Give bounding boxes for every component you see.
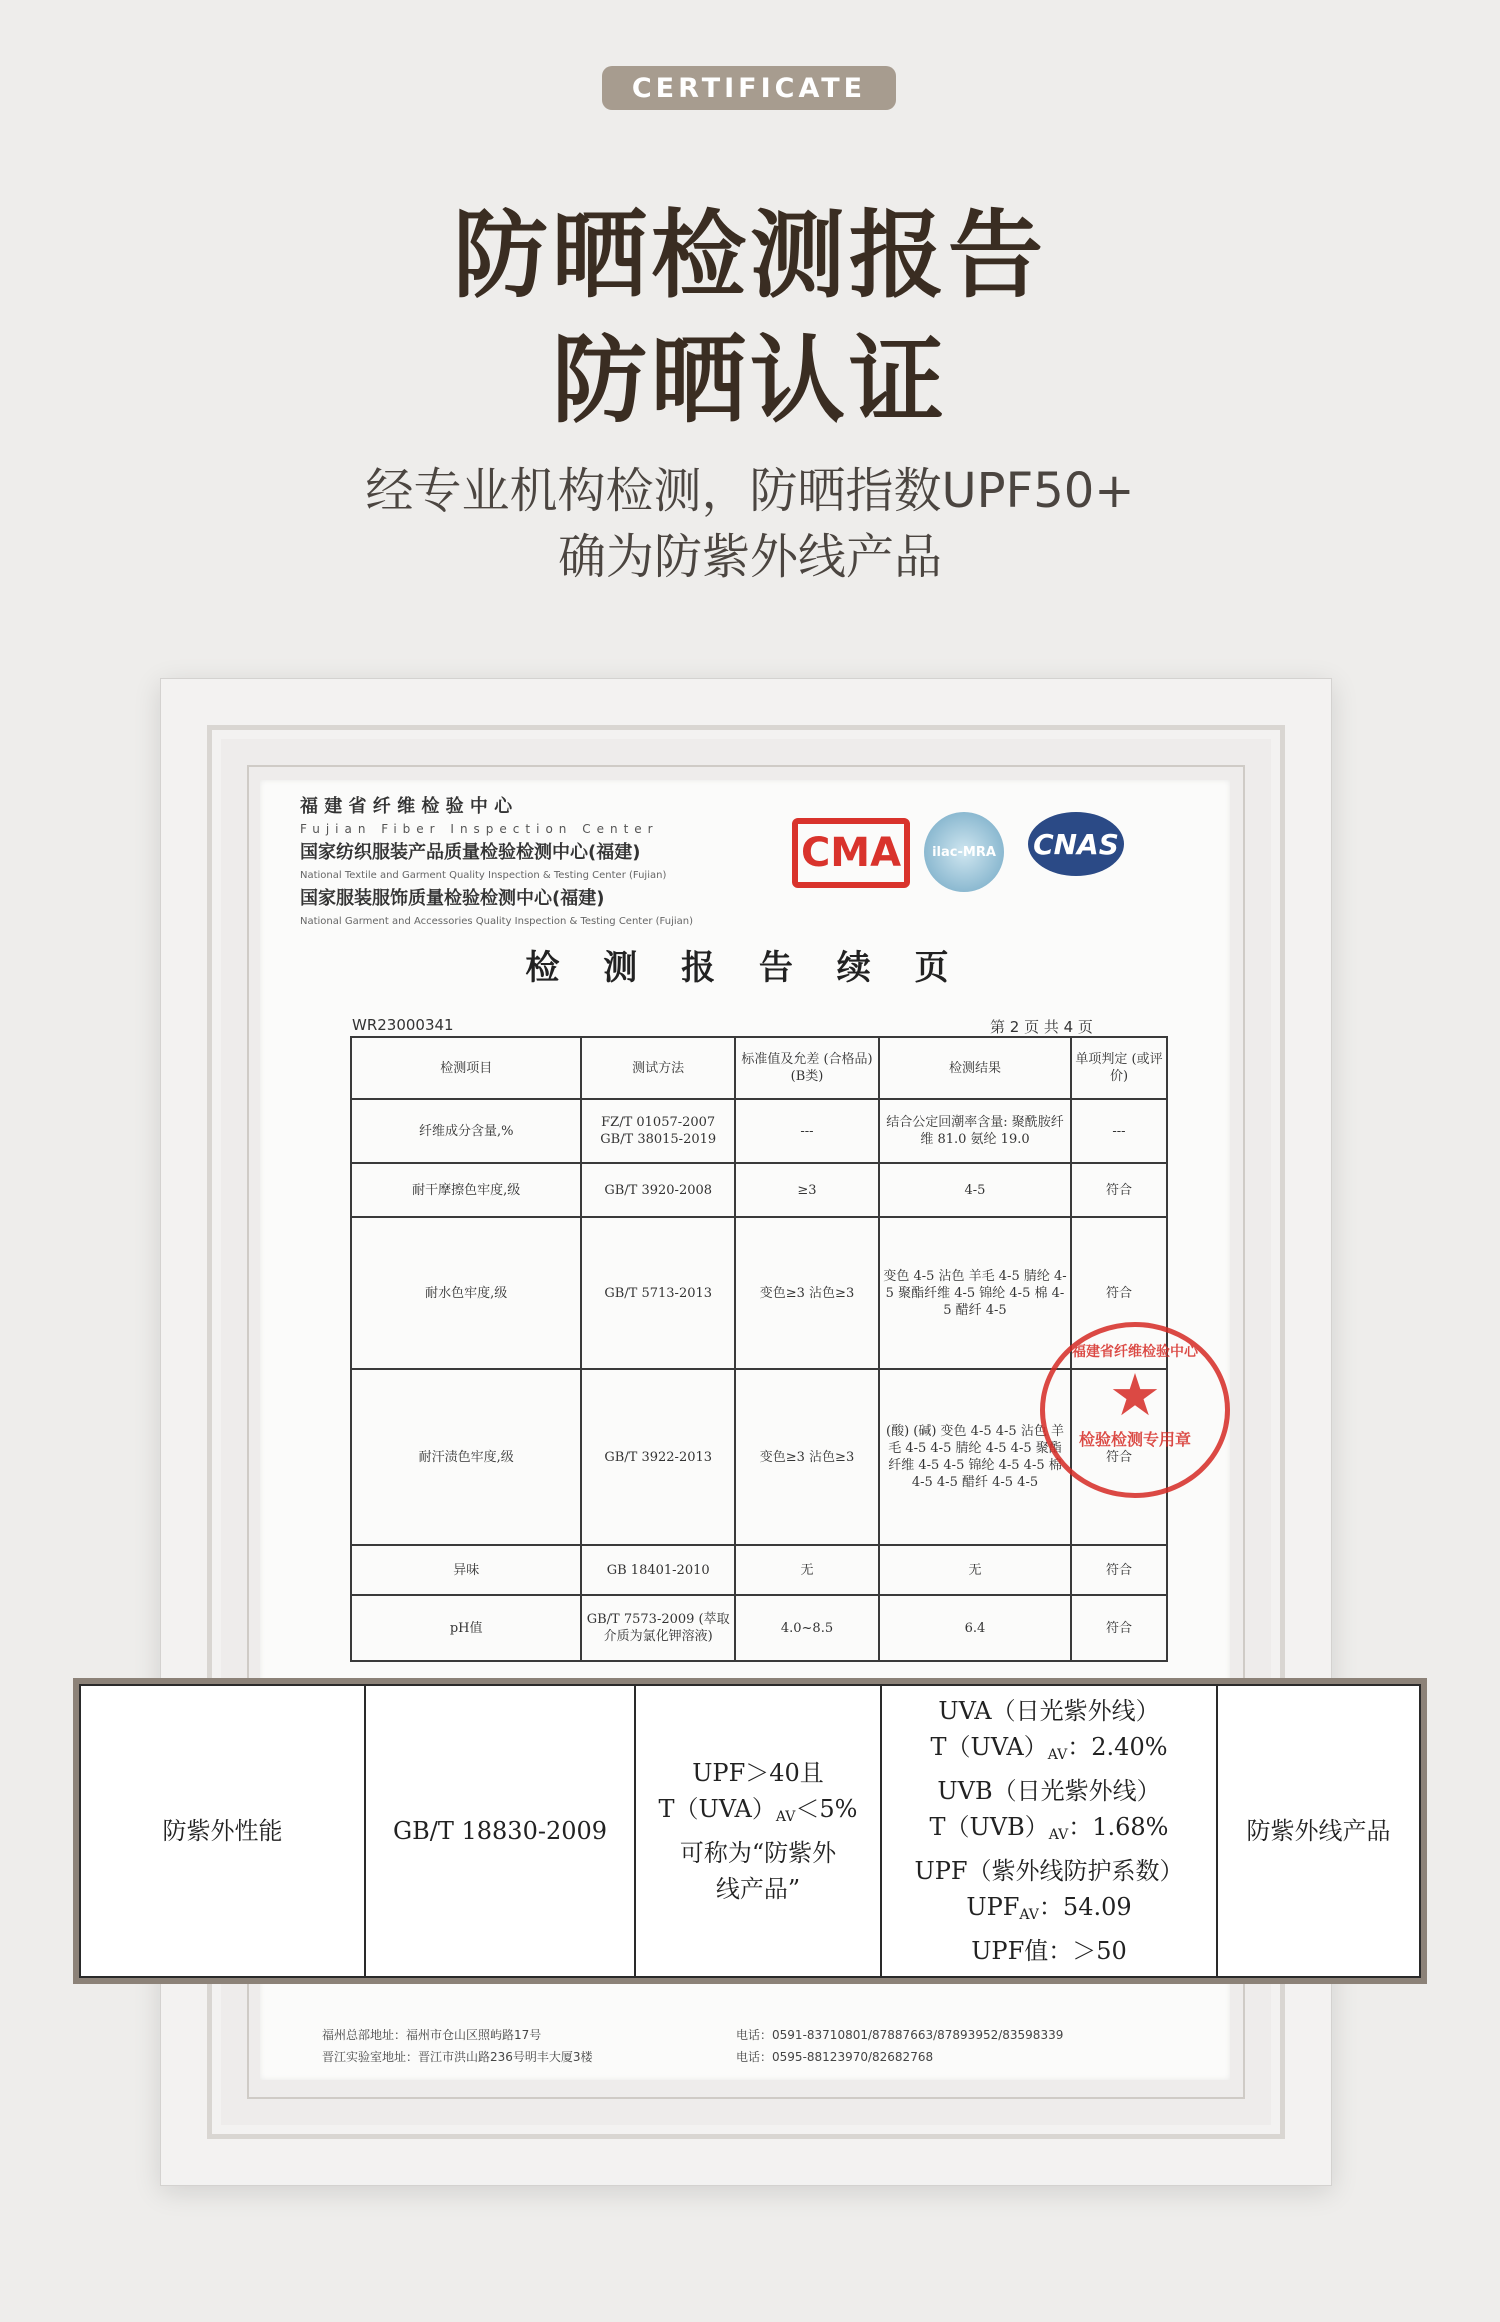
issuer-name-cn: 福 建 省 纤 维 检 验 中 心 [300,796,513,817]
row-result: 4-5 [879,1163,1071,1217]
row-standard: 无 [735,1545,879,1595]
row-judgement: 符合 [1071,1369,1167,1545]
row-judgement: 符合 [1071,1545,1167,1595]
row-method: GB 18401-2010 [581,1545,735,1595]
row-item: 异味 [351,1545,581,1595]
uv-result-highlight [73,1678,1427,1984]
table-row [351,1595,1167,1661]
uv-item: 防紫外性能 [80,1685,365,1977]
header-item: 检测项目 [351,1037,581,1099]
footer-line [322,2024,1202,2046]
header-standard: 标准值及允差 (合格品)(B类) [735,1037,879,1099]
uv-standard-t: T（UVA） [658,1795,776,1823]
uv-result-value: ：1.68% [1068,1813,1169,1841]
subtitle-line-1: 经专业机构检测，防晒指数UPF50+ [365,463,1135,519]
uv-result-line: UVA（日光紫外线） [938,1697,1160,1725]
report-title: 检 测 报 告 续 页 [525,948,965,988]
seal-top-text: 福建省纤维检验中心 [1072,1344,1198,1360]
row-judgement: 符合 [1071,1163,1167,1217]
page-title-second-line: 防晒认证 [551,326,948,436]
footer-address-label: 福州总部地址： [322,2028,407,2042]
footer-address-label: 晋江实验室地址： [322,2050,419,2064]
ilac-mra-logo: ilac-MRA [924,812,1004,892]
row-result: 结合公定回潮率含量: 聚酰胺纤维 81.0 氨纶 19.0 [879,1099,1071,1163]
row-method: GB/T 5713-2013 [581,1217,735,1369]
uv-method: GB/T 18830-2009 [365,1685,635,1977]
certificate-badge: CERTIFICATE [602,66,896,110]
row-item: 耐汗渍色牢度,级 [351,1369,581,1545]
header-method: 测试方法 [581,1037,735,1099]
footer-phone: 0595-88123970/82682768 [772,2050,934,2064]
footer-phone: 0591-83710801/87887663/87893952/83598339 [772,2028,1064,2042]
uv-result-line [888,1889,1210,1933]
header-judgement: 单项判定 (或评价) [1071,1037,1167,1099]
uv-judgement: 防紫外线产品 [1217,1685,1420,1977]
row-item: 纤维成分含量,% [351,1099,581,1163]
footer-line [322,2046,1202,2068]
row-standard: ≥3 [735,1163,879,1217]
uv-standard-line: UPF＞40且 [692,1759,824,1787]
row-standard: 4.0~8.5 [735,1595,879,1661]
issuer-header [300,795,760,933]
certificate-footer [322,2024,1202,2068]
report-number: WR23000341 [352,1016,454,1034]
footer-phone-label: 电话： [736,2050,773,2064]
uv-result-sub: AV [1047,1747,1068,1763]
official-seal [1040,1322,1230,1498]
uv-result-label: T（UVA） [930,1733,1048,1761]
table-row [351,1545,1167,1595]
table-row [351,1099,1167,1163]
row-standard: 变色≥3 沾色≥3 [735,1217,879,1369]
row-result: 6.4 [879,1595,1071,1661]
uv-result-line: UVB（日光紫外线） [937,1777,1161,1805]
seal-bottom-text: 检验检测专用章 [1078,1430,1191,1449]
page-title: 防晒检测报告 [452,201,1047,311]
uv-standard-limit: ＜5% [795,1795,858,1823]
uv-result [881,1685,1217,1977]
uv-result-label: T（UVB） [929,1813,1049,1841]
row-result: 无 [879,1545,1071,1595]
subtitle-line-2: 确为防紫外线产品 [557,529,942,585]
row-item: 耐干摩擦色牢度,级 [351,1163,581,1217]
row-judgement: --- [1071,1099,1167,1163]
uv-result-line: UPF值：＞50 [971,1937,1127,1965]
row-result: (酸) (碱) 变色 4-5 4-5 沾色 羊毛 4-5 4-5 腈纶 4-5 4-5 聚酯纤维 4-5 4-5 锦纶 4-5 4-5 棉 4-5 4-5 醋纤 4-5 4-5 [879,1369,1071,1545]
uv-result-line: UPF（紫外线防护系数） [914,1857,1184,1885]
issuer-name-en: Fujian Fiber Inspection Center [300,822,659,836]
uv-result-line [888,1729,1210,1773]
row-result: 变色 4-5 沾色 羊毛 4-5 腈纶 4-5 聚酯纤维 4-5 锦纶 4-5 棉 4-5 醋纤 4-5 [879,1217,1071,1369]
header-result: 检测结果 [879,1037,1071,1099]
cma-logo: CMA [792,818,910,888]
row-judgement: 符合 [1071,1217,1167,1369]
table-row [351,1163,1167,1217]
issuer-center-1: 国家纺织服装产品质量检验检测中心(福建) [300,842,641,863]
uv-standard [635,1685,881,1977]
row-standard: --- [735,1099,879,1163]
issuer-center-2-en: National Garment and Accessories Quality Inspection & Testing Center (Fujian) [300,916,694,927]
uv-result-sub: AV [1048,1827,1069,1843]
table-row [80,1685,1420,1977]
page-number: 第 2 页 共 4 页 [990,1018,1093,1036]
row-method: GB/T 3920-2008 [581,1163,735,1217]
row-item: 耐水色牢度,级 [351,1217,581,1369]
row-method: GB/T 3922-2013 [581,1369,735,1545]
footer-address: 晋江市洪山路236号明丰大厦3楼 [418,2050,593,2064]
issuer-center-2: 国家服装服饰质量检验检测中心(福建) [300,888,605,909]
uv-result-label: UPF [966,1893,1020,1921]
uv-result-sub: AV [1019,1907,1039,1923]
row-method: GB/T 7573-2009 (萃取介质为氯化钾溶液) [581,1595,735,1661]
table-header-row [351,1037,1167,1099]
cnas-logo: CNAS [1028,812,1124,876]
row-judgement: 符合 [1071,1595,1167,1661]
uv-standard-sub: AV [775,1809,796,1825]
uv-result-table [79,1684,1421,1978]
uv-result-value: ：2.40% [1067,1733,1168,1761]
uv-standard-line: 线产品” [715,1875,801,1903]
row-method: FZ/T 01057-2007 GB/T 38015-2019 [581,1099,735,1163]
uv-standard-line: 可称为“防紫外 [679,1839,837,1867]
footer-phone-label: 电话： [736,2028,773,2042]
row-item: pH值 [351,1595,581,1661]
row-standard: 变色≥3 沾色≥3 [735,1369,879,1545]
uv-result-line [888,1809,1210,1853]
uv-result-value: ：54.09 [1038,1893,1132,1921]
uv-standard-line [642,1791,874,1835]
issuer-center-1-en: National Textile and Garment Quality Inspection & Testing Center (Fujian) [300,870,667,881]
star-icon: ★ [1109,1361,1161,1429]
footer-address: 福州市仓山区照屿路17号 [406,2028,542,2042]
